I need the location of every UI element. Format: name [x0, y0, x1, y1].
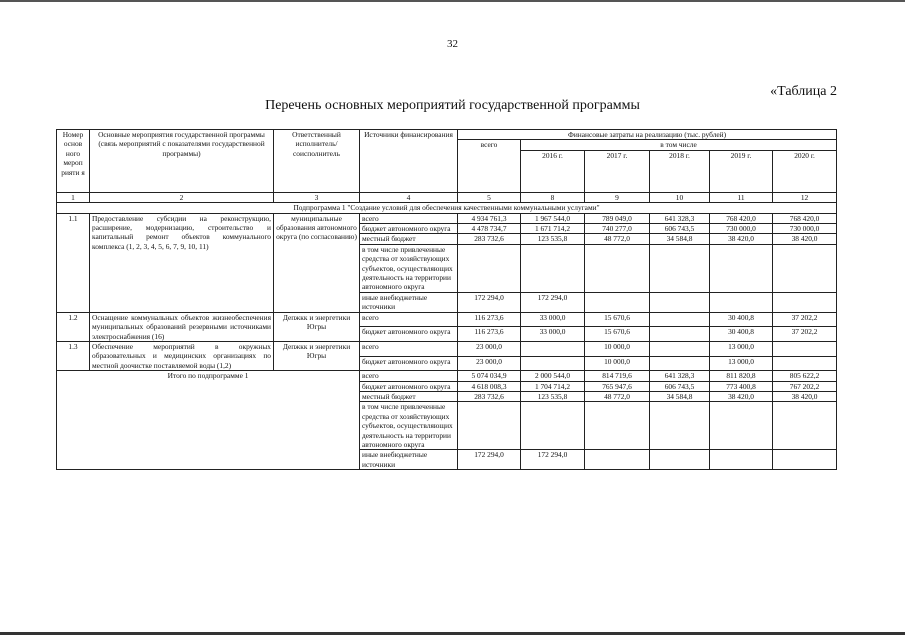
amount-cell: 48 772,0 [585, 234, 650, 244]
amount-cell [458, 244, 521, 292]
amount-cell: 123 535,8 [521, 391, 585, 401]
funding-source: в том числе привлеченные средства от хозяйствующих субъектов, осуществляющих деятельность на территории автономного округа [360, 402, 458, 450]
amount-cell [710, 292, 773, 312]
amount-cell: 172 294,0 [521, 450, 585, 470]
amount-cell: 15 670,6 [585, 312, 650, 327]
header-total: всего [458, 140, 521, 192]
amount-cell: 4 618 008,3 [458, 381, 521, 391]
amount-cell: 1 671 714,2 [521, 224, 585, 234]
amount-cell: 765 947,6 [585, 381, 650, 391]
funding-source: местный бюджет [360, 391, 458, 401]
activity-number: 1.1 [57, 213, 90, 312]
amount-cell: 34 584,8 [650, 234, 710, 244]
amount-cell: 33 000,0 [521, 327, 585, 342]
amount-cell [650, 292, 710, 312]
amount-cell: 172 294,0 [458, 450, 521, 470]
amount-cell: 172 294,0 [458, 292, 521, 312]
amount-cell [773, 341, 837, 356]
header-year: 2016 г. [521, 150, 585, 192]
amount-cell: 2 000 544,0 [521, 371, 585, 381]
header-number: Номер основ ного мероп рияти я [57, 130, 90, 193]
amount-cell [710, 450, 773, 470]
header-row-1 [57, 130, 837, 140]
amount-cell [650, 402, 710, 450]
header-year: 2018 г. [650, 150, 710, 192]
column-number: 3 [274, 192, 360, 202]
amount-cell: 38 420,0 [710, 391, 773, 401]
amount-cell: 740 277,0 [585, 224, 650, 234]
amount-cell: 30 400,8 [710, 327, 773, 342]
amount-cell: 773 400,8 [710, 381, 773, 391]
amount-cell: 641 328,3 [650, 213, 710, 223]
amount-cell: 38 420,0 [710, 234, 773, 244]
amount-cell [773, 402, 837, 450]
funding-source: в том числе привлеченные средства от хозяйствующих субъектов, осуществляющих деятельность на территории автономного округа [360, 244, 458, 292]
amount-cell: 814 719,6 [585, 371, 650, 381]
document-title: Перечень основных мероприятий государственной программы [265, 98, 640, 113]
column-number: 12 [773, 192, 837, 202]
amount-cell [650, 244, 710, 292]
amount-cell: 5 074 034,9 [458, 371, 521, 381]
amount-cell: 4 478 734,7 [458, 224, 521, 234]
amount-cell: 23 000,0 [458, 356, 521, 371]
amount-cell: 13 000,0 [710, 356, 773, 371]
amount-cell: 768 420,0 [773, 213, 837, 223]
amount-cell: 34 584,8 [650, 391, 710, 401]
amount-cell: 283 732,6 [458, 391, 521, 401]
amount-cell: 10 000,0 [585, 341, 650, 356]
responsible-executor: муниципальные образования автономного округа (по согласованию) [274, 213, 360, 312]
amount-cell: 606 743,5 [650, 224, 710, 234]
amount-cell: 13 000,0 [710, 341, 773, 356]
amount-cell: 33 000,0 [521, 312, 585, 327]
header-activity: Основные мероприятия государственной программы (связь мероприятий с показателями государственной программы) [90, 130, 274, 193]
column-number: 5 [458, 192, 521, 202]
amount-cell: 606 743,5 [650, 381, 710, 391]
program-activities-table [56, 129, 837, 470]
amount-cell [650, 356, 710, 371]
amount-cell: 730 000,0 [710, 224, 773, 234]
activity-description: Обеспечение мероприятий в окружных образовательных и медицинских организациях по местной доочистке поставляемой воды (1,2) [90, 341, 274, 370]
funding-source: иные внебюджетные источники [360, 292, 458, 312]
responsible-executor: Депжкк и энергетики Югры [274, 341, 360, 370]
amount-cell: 4 934 761,3 [458, 213, 521, 223]
funding-source: всего [360, 371, 458, 381]
amount-cell: 37 202,2 [773, 312, 837, 327]
activity-description: Оснащение коммунальных объектов жизнеобеспечения муниципальных образований резервными источниками электроснабжения (16) [90, 312, 274, 341]
amount-cell: 38 420,0 [773, 234, 837, 244]
amount-cell: 48 772,0 [585, 391, 650, 401]
header-including: в том числе [521, 140, 837, 150]
funding-source: местный бюджет [360, 234, 458, 244]
amount-cell [585, 292, 650, 312]
column-number: 9 [585, 192, 650, 202]
table-body [57, 130, 837, 470]
amount-cell: 123 535,8 [521, 234, 585, 244]
amount-cell: 10 000,0 [585, 356, 650, 371]
amount-cell: 15 670,6 [585, 327, 650, 342]
amount-cell: 283 732,6 [458, 234, 521, 244]
column-number: 1 [57, 192, 90, 202]
activity-description: Предоставление субсидии на реконструкцию, расширение, модернизацию, строительство и капитальный ремонт объектов коммунального комплекса (1, 2, 3, 4, 5, 6, 7, 9, 10, 11) [90, 213, 274, 312]
responsible-executor: Депжкк и энергетики Югры [274, 312, 360, 341]
scan-edge-top [0, 0, 905, 2]
column-number: 11 [710, 192, 773, 202]
amount-cell [458, 402, 521, 450]
amount-cell [585, 450, 650, 470]
amount-cell: 811 820,8 [710, 371, 773, 381]
amount-cell: 116 273,6 [458, 327, 521, 342]
amount-cell [773, 450, 837, 470]
funding-source: бюджет автономного округа [360, 224, 458, 234]
amount-cell: 172 294,0 [521, 292, 585, 312]
column-number: 10 [650, 192, 710, 202]
amount-cell: 789 049,0 [585, 213, 650, 223]
column-number: 8 [521, 192, 585, 202]
amount-cell [521, 402, 585, 450]
table-row [57, 312, 837, 327]
funding-source: бюджет автономного округа [360, 327, 458, 342]
subtotal-row [57, 371, 837, 381]
funding-source: всего [360, 312, 458, 327]
amount-cell: 767 202,2 [773, 381, 837, 391]
funding-source: иные внебюджетные источники [360, 450, 458, 470]
amount-cell: 768 420,0 [710, 213, 773, 223]
page-number: 32 [447, 38, 458, 50]
amount-cell [521, 244, 585, 292]
header-year: 2019 г. [710, 150, 773, 192]
column-number: 4 [360, 192, 458, 202]
funding-source: бюджет автономного округа [360, 381, 458, 391]
table-reference: «Таблица 2 [770, 84, 837, 99]
amount-cell: 805 622,2 [773, 371, 837, 381]
amount-cell [773, 356, 837, 371]
amount-cell [773, 292, 837, 312]
amount-cell [521, 341, 585, 356]
header-responsible: Ответственный исполнитель/ соисполнитель [274, 130, 360, 193]
amount-cell [585, 402, 650, 450]
amount-cell: 730 000,0 [773, 224, 837, 234]
amount-cell: 1 967 544,0 [521, 213, 585, 223]
header-finance: Финансовые затраты на реализацию (тыс. рублей) [458, 130, 837, 140]
column-numbers-row [57, 192, 837, 202]
amount-cell: 38 420,0 [773, 391, 837, 401]
amount-cell [650, 450, 710, 470]
funding-source: всего [360, 213, 458, 223]
activity-number: 1.3 [57, 341, 90, 370]
amount-cell: 1 704 714,2 [521, 381, 585, 391]
amount-cell [710, 244, 773, 292]
subprogram-row [57, 203, 837, 213]
amount-cell: 23 000,0 [458, 341, 521, 356]
header-source: Источники финансирования [360, 130, 458, 193]
amount-cell [650, 341, 710, 356]
amount-cell [650, 327, 710, 342]
subprogram-title: Подпрограмма 1 "Создание условий для обеспечения качественными коммунальными услугами" [57, 203, 837, 213]
header-year: 2017 г. [585, 150, 650, 192]
subtotal-label: Итого по подпрограмме 1 [57, 371, 360, 470]
funding-source: бюджет автономного округа [360, 356, 458, 371]
table-row [57, 341, 837, 356]
table-row [57, 213, 837, 223]
activity-number: 1.2 [57, 312, 90, 341]
scan-edge-bottom [0, 632, 905, 635]
amount-cell: 641 328,3 [650, 371, 710, 381]
amount-cell: 30 400,8 [710, 312, 773, 327]
amount-cell [710, 402, 773, 450]
header-year: 2020 г. [773, 150, 837, 192]
amount-cell [650, 312, 710, 327]
amount-cell: 116 273,6 [458, 312, 521, 327]
amount-cell [585, 244, 650, 292]
amount-cell [773, 244, 837, 292]
amount-cell [521, 356, 585, 371]
column-number: 2 [90, 192, 274, 202]
amount-cell: 37 202,2 [773, 327, 837, 342]
funding-source: всего [360, 341, 458, 356]
